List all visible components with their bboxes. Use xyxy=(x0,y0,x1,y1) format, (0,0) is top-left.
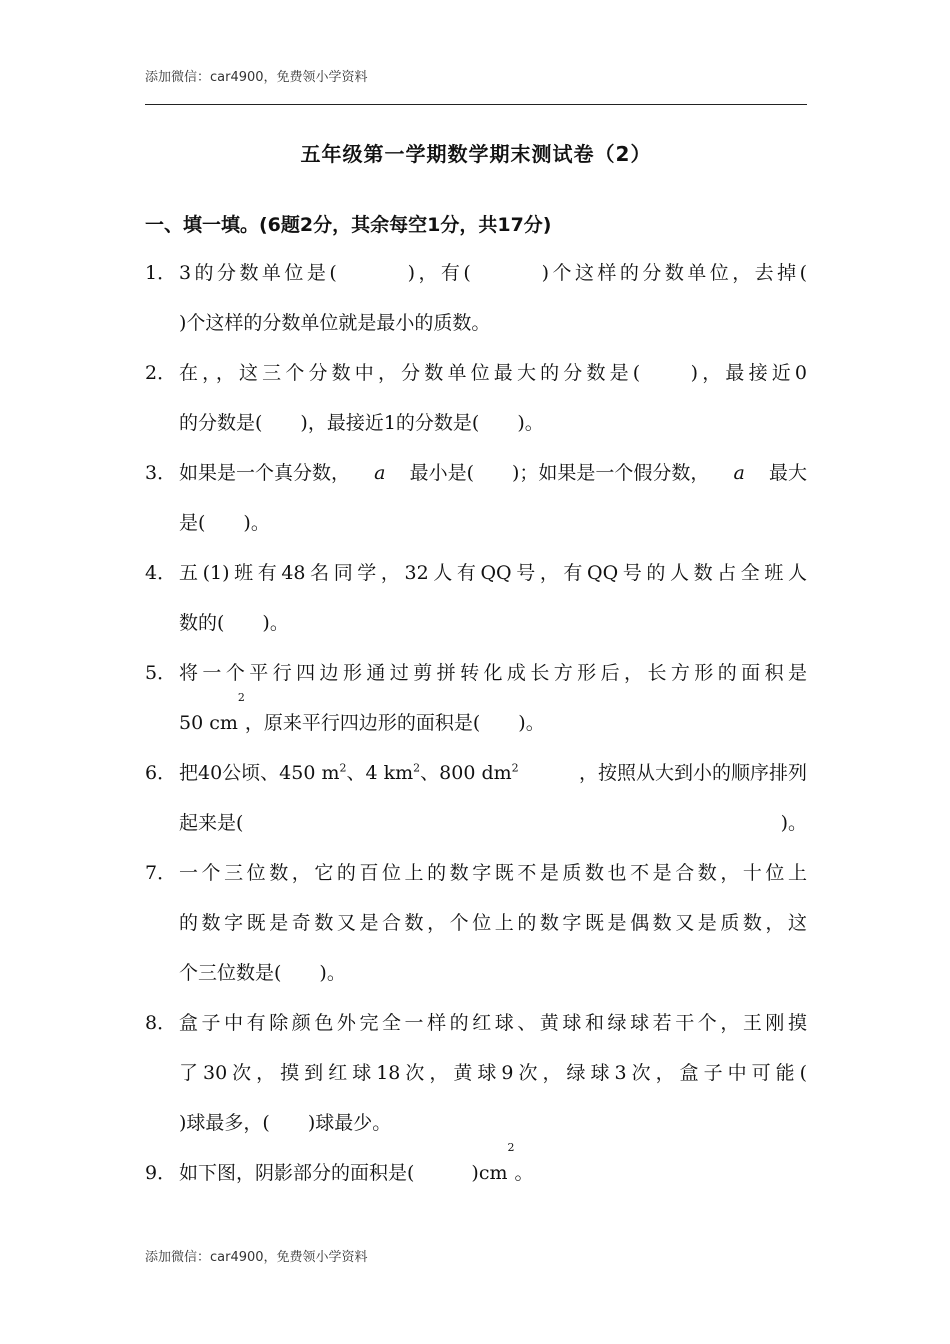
header-divider xyxy=(145,104,807,105)
question-text: 起来是( xyxy=(179,812,244,834)
question-2 xyxy=(145,348,807,448)
question-text: 数的( )。 xyxy=(179,612,289,634)
question-line xyxy=(145,998,807,1048)
superscript: 2 xyxy=(413,761,421,775)
question-text: ，按照从大到小的顺序排列 xyxy=(578,762,807,784)
question-text: 了30次，摸到红球18次，黄球9次，绿球3次，盒子中可能( xyxy=(179,1062,807,1084)
question-text: 。 xyxy=(514,1162,534,1184)
question-text: 50 cm xyxy=(179,712,238,734)
question-1 xyxy=(145,248,807,348)
question-number: 5． xyxy=(145,662,177,684)
question-text: )。 xyxy=(780,812,807,834)
question-line xyxy=(145,598,807,648)
question-number: 1． xyxy=(145,262,177,284)
variable-a: a xyxy=(374,462,386,484)
question-text: 最大 xyxy=(768,462,807,484)
question-number: 7． xyxy=(145,862,177,884)
variable-a: a xyxy=(733,462,745,484)
section-heading: 一、填一填。(6题2分，其余每空1分，共17分) xyxy=(145,214,552,236)
question-text: 、4 km xyxy=(346,762,414,784)
question-4 xyxy=(145,548,807,648)
question-text: 的数字既是奇数又是合数，个位上的数字既是偶数又是质数，这 xyxy=(179,912,807,934)
superscript: 2 xyxy=(237,691,245,704)
question-7 xyxy=(145,848,807,998)
question-line xyxy=(145,848,807,898)
question-line xyxy=(145,948,807,998)
question-text: 的分数是( )，最接近1的分数是( )。 xyxy=(179,412,544,434)
question-line xyxy=(145,248,807,298)
question-line xyxy=(145,298,807,348)
question-number: 9． xyxy=(145,1162,177,1184)
question-line xyxy=(145,748,807,798)
question-text: ，原来平行四边形的面积是( )。 xyxy=(244,712,545,734)
question-line xyxy=(145,798,807,848)
question-number: 3． xyxy=(145,462,177,484)
question-text: 3的分数单位是( )，有( )个这样的分数单位，去掉( xyxy=(179,262,807,284)
question-line xyxy=(145,348,807,398)
question-number: 4． xyxy=(145,562,177,584)
question-text: 将一个平行四边形通过剪拼转化成长方形后，长方形的面积是 xyxy=(179,662,807,684)
question-text: 一个三位数，它的百位上的数字既不是质数也不是合数，十位上 xyxy=(179,862,807,884)
question-6 xyxy=(145,748,807,848)
question-text: 把40公顷、450 m xyxy=(179,762,340,784)
question-number: 2． xyxy=(145,362,177,384)
question-3 xyxy=(145,448,807,548)
superscript: 2 xyxy=(339,761,347,775)
question-line xyxy=(145,398,807,448)
page-title: 五年级第一学期数学期末测试卷（2） xyxy=(300,142,652,166)
question-line xyxy=(145,448,807,498)
question-text: 最小是( )；如果是一个假分数， xyxy=(409,462,710,484)
superscript: 2 xyxy=(507,1141,515,1154)
question-5 xyxy=(145,648,807,748)
question-text: 五(1)班有48名同学，32人有QQ号，有QQ号的人数占全班人 xyxy=(179,562,807,584)
question-8 xyxy=(145,998,807,1148)
question-number: 6． xyxy=(145,762,177,784)
question-text: 盒子中有除颜色外完全一样的红球、黄球和绿球若干个，王刚摸 xyxy=(179,1012,807,1034)
question-line xyxy=(145,548,807,598)
question-text: 如下图，阴影部分的面积是( )cm xyxy=(179,1162,508,1184)
header-note: 添加微信：car4900，免费领小学资料 xyxy=(145,70,368,85)
question-line xyxy=(145,1141,807,1198)
question-text: 如果是一个真分数， xyxy=(179,462,351,484)
superscript: 2 xyxy=(511,761,519,775)
question-line xyxy=(145,498,807,548)
question-text: )个这样的分数单位就是最小的质数。 xyxy=(179,312,491,334)
question-text: 个三位数是( )。 xyxy=(179,962,346,984)
footer-note: 添加微信：car4900，免费领小学资料 xyxy=(145,1250,368,1265)
question-text: 在，，这三个分数中，分数单位最大的分数是( )，最接近0 xyxy=(179,362,807,384)
question-text: 、800 dm xyxy=(420,762,512,784)
question-line xyxy=(145,1098,807,1148)
question-text: 是( )。 xyxy=(179,512,270,534)
question-text: )球最多，( )球最少。 xyxy=(179,1112,392,1134)
question-line xyxy=(145,1048,807,1098)
question-number: 8． xyxy=(145,1012,177,1034)
question-line xyxy=(145,691,807,748)
question-line xyxy=(145,898,807,948)
question-9 xyxy=(145,1141,807,1198)
